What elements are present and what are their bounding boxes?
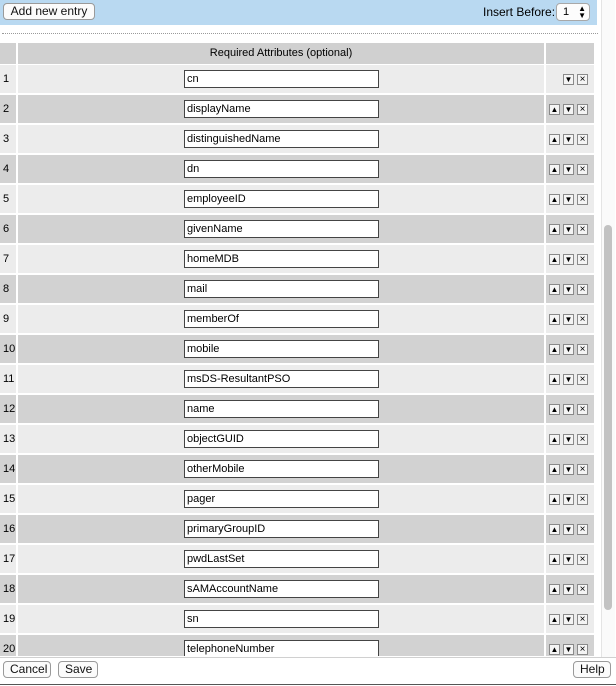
table-row (0, 65, 594, 93)
table-row (0, 425, 594, 453)
attribute-input[interactable]: pwdLastSet (184, 550, 379, 568)
delete-icon[interactable]: × (577, 134, 588, 145)
move-up-icon[interactable]: ▲ (550, 225, 559, 234)
row-field-cell (18, 65, 544, 93)
row-number: 4 (0, 155, 16, 183)
header-actions-cell (546, 43, 594, 64)
move-down-icon[interactable]: ▼ (564, 615, 573, 624)
move-up-icon[interactable]: ▲ (550, 465, 559, 474)
delete-icon[interactable]: × (577, 644, 588, 655)
row-actions (546, 185, 594, 213)
divider (2, 33, 598, 34)
row-actions (546, 335, 594, 363)
row-field-cell (18, 245, 544, 273)
move-down-icon[interactable]: ▼ (564, 105, 573, 114)
row-number: 15 (0, 485, 16, 513)
attributes-table (0, 43, 594, 656)
attribute-input[interactable]: distinguishedName (184, 130, 379, 148)
delete-icon[interactable]: × (577, 164, 588, 175)
row-actions (546, 215, 594, 243)
attribute-input[interactable]: name (184, 400, 379, 418)
delete-icon[interactable]: × (577, 224, 588, 235)
move-down-icon[interactable]: ▼ (564, 165, 573, 174)
row-number: 13 (0, 425, 16, 453)
save-button[interactable]: Save (58, 661, 98, 678)
table-row (0, 545, 594, 573)
move-down-icon[interactable]: ▼ (564, 465, 573, 474)
move-up-icon[interactable]: ▲ (550, 195, 559, 204)
move-down-icon[interactable]: ▼ (564, 225, 573, 234)
row-number: 16 (0, 515, 16, 543)
row-actions (546, 395, 594, 423)
move-up-icon[interactable]: ▲ (550, 165, 559, 174)
table-row (0, 455, 594, 483)
row-number: 12 (0, 395, 16, 423)
table-row (0, 155, 594, 183)
attribute-input[interactable]: dn (184, 160, 379, 178)
select-arrows-icon: ▲ ▼ (578, 4, 586, 20)
attribute-input[interactable]: cn (184, 70, 379, 88)
row-field-cell (18, 155, 544, 183)
delete-icon[interactable]: × (577, 614, 588, 625)
move-up-icon[interactable]: ▲ (550, 375, 559, 384)
row-actions (546, 65, 594, 93)
table-row (0, 515, 594, 543)
move-down-icon[interactable]: ▼ (564, 75, 573, 84)
row-field-cell (18, 545, 544, 573)
attribute-input[interactable]: employeeID (184, 190, 379, 208)
row-field-cell (18, 365, 544, 393)
row-field-cell (18, 95, 544, 123)
move-up-icon[interactable]: ▲ (550, 495, 559, 504)
row-actions (546, 485, 594, 513)
table-row (0, 275, 594, 303)
table-row (0, 605, 594, 633)
delete-icon[interactable]: × (577, 74, 588, 85)
row-field-cell (18, 575, 544, 603)
attribute-input[interactable]: pager (184, 490, 379, 508)
move-down-icon[interactable]: ▼ (564, 525, 573, 534)
row-field-cell (18, 455, 544, 483)
row-number: 3 (0, 125, 16, 153)
row-field-cell (18, 275, 544, 303)
row-field-cell (18, 485, 544, 513)
row-number: 1 (0, 65, 16, 93)
cancel-button[interactable]: Cancel (3, 661, 51, 678)
table-row (0, 365, 594, 393)
attribute-input[interactable]: sAMAccountName (184, 580, 379, 598)
row-field-cell (18, 335, 544, 363)
row-actions (546, 605, 594, 633)
table-row (0, 395, 594, 423)
delete-icon[interactable]: × (577, 254, 588, 265)
move-up-icon[interactable]: ▲ (550, 345, 559, 354)
move-down-icon[interactable]: ▼ (564, 195, 573, 204)
move-down-icon[interactable]: ▼ (564, 585, 573, 594)
row-actions (546, 245, 594, 273)
table-row (0, 215, 594, 243)
move-up-icon[interactable]: ▲ (550, 435, 559, 444)
toolbar (0, 0, 597, 25)
table-row (0, 185, 594, 213)
move-up-icon[interactable]: ▲ (550, 135, 559, 144)
add-new-entry-button[interactable]: Add new entry (3, 3, 95, 20)
header-title: Required Attributes (optional) (18, 43, 544, 64)
attribute-input[interactable]: msDS-ResultantPSO (184, 370, 379, 388)
scrollbar-thumb[interactable] (604, 225, 612, 610)
row-actions (546, 275, 594, 303)
row-field-cell (18, 125, 544, 153)
row-actions (546, 455, 594, 483)
attribute-input[interactable]: displayName (184, 100, 379, 118)
row-field-cell (18, 425, 544, 453)
row-field-cell (18, 185, 544, 213)
delete-icon[interactable]: × (577, 104, 588, 115)
table-row (0, 125, 594, 153)
move-up-icon[interactable]: ▲ (550, 525, 559, 534)
row-number: 6 (0, 215, 16, 243)
row-number: 19 (0, 605, 16, 633)
move-down-icon[interactable]: ▼ (564, 255, 573, 264)
row-number: 17 (0, 545, 16, 573)
insert-before-label: Insert Before: (483, 5, 556, 19)
row-actions (546, 365, 594, 393)
table-row (0, 305, 594, 333)
move-up-icon[interactable]: ▲ (550, 105, 559, 114)
row-number: 11 (0, 365, 16, 393)
help-button[interactable]: Help (573, 661, 611, 678)
delete-icon[interactable]: × (577, 584, 588, 595)
attribute-input[interactable]: sn (184, 610, 379, 628)
table-row (0, 485, 594, 513)
move-down-icon[interactable]: ▼ (564, 135, 573, 144)
row-number: 2 (0, 95, 16, 123)
row-number: 10 (0, 335, 16, 363)
row-actions (546, 155, 594, 183)
row-number: 14 (0, 455, 16, 483)
move-up-icon[interactable]: ▲ (550, 585, 559, 594)
delete-icon[interactable]: × (577, 374, 588, 385)
delete-icon[interactable]: × (577, 464, 588, 475)
attribute-input[interactable]: mobile (184, 340, 379, 358)
row-field-cell (18, 305, 544, 333)
move-down-icon[interactable]: ▼ (564, 555, 573, 564)
delete-icon[interactable]: × (577, 494, 588, 505)
row-number: 18 (0, 575, 16, 603)
row-actions (546, 305, 594, 333)
table-row (0, 245, 594, 273)
attribute-input[interactable]: objectGUID (184, 430, 379, 448)
row-number: 9 (0, 305, 16, 333)
move-up-icon[interactable]: ▲ (550, 255, 559, 264)
row-actions (546, 95, 594, 123)
delete-icon[interactable]: × (577, 434, 588, 445)
row-field-cell (18, 395, 544, 423)
row-actions (546, 515, 594, 543)
move-up-icon[interactable]: ▲ (550, 405, 559, 414)
row-actions (546, 635, 594, 656)
header-number-cell (0, 43, 16, 64)
table-row (0, 95, 594, 123)
row-actions (546, 575, 594, 603)
move-down-icon[interactable]: ▼ (564, 645, 573, 654)
insert-before-value: 1 (563, 6, 570, 18)
move-up-icon[interactable]: ▲ (550, 315, 559, 324)
move-down-icon[interactable]: ▼ (564, 285, 573, 294)
move-down-icon[interactable]: ▼ (564, 315, 573, 324)
delete-icon[interactable]: × (577, 554, 588, 565)
delete-icon[interactable]: × (577, 344, 588, 355)
attribute-input[interactable]: telephoneNumber (184, 640, 379, 656)
attribute-input[interactable]: primaryGroupID (184, 520, 379, 538)
row-actions (546, 425, 594, 453)
attribute-input[interactable]: memberOf (184, 310, 379, 328)
row-field-cell (18, 215, 544, 243)
row-actions (546, 125, 594, 153)
delete-icon[interactable]: × (577, 404, 588, 415)
move-up-icon[interactable]: ▲ (550, 285, 559, 294)
table-row (0, 335, 594, 363)
table-row (0, 635, 594, 656)
table-row (0, 575, 594, 603)
move-up-icon[interactable]: ▲ (550, 615, 559, 624)
attribute-input[interactable]: otherMobile (184, 460, 379, 478)
row-actions (546, 545, 594, 573)
delete-icon[interactable]: × (577, 314, 588, 325)
attribute-input[interactable]: givenName (184, 220, 379, 238)
row-field-cell (18, 515, 544, 543)
delete-icon[interactable]: × (577, 194, 588, 205)
move-down-icon[interactable]: ▼ (564, 345, 573, 354)
attribute-input[interactable]: mail (184, 280, 379, 298)
row-number: 8 (0, 275, 16, 303)
footer (0, 657, 616, 686)
row-number: 7 (0, 245, 16, 273)
attribute-input[interactable]: homeMDB (184, 250, 379, 268)
row-field-cell (18, 605, 544, 633)
row-number: 5 (0, 185, 16, 213)
insert-before-select[interactable] (556, 3, 590, 21)
row-field-cell (18, 635, 544, 656)
move-down-icon[interactable]: ▼ (564, 405, 573, 414)
delete-icon[interactable]: × (577, 524, 588, 535)
move-down-icon[interactable]: ▼ (564, 495, 573, 504)
move-up-icon[interactable]: ▲ (550, 645, 559, 654)
move-down-icon[interactable]: ▼ (564, 375, 573, 384)
row-number: 20 (0, 635, 16, 656)
delete-icon[interactable]: × (577, 284, 588, 295)
move-down-icon[interactable]: ▼ (564, 435, 573, 444)
move-up-icon[interactable]: ▲ (550, 555, 559, 564)
